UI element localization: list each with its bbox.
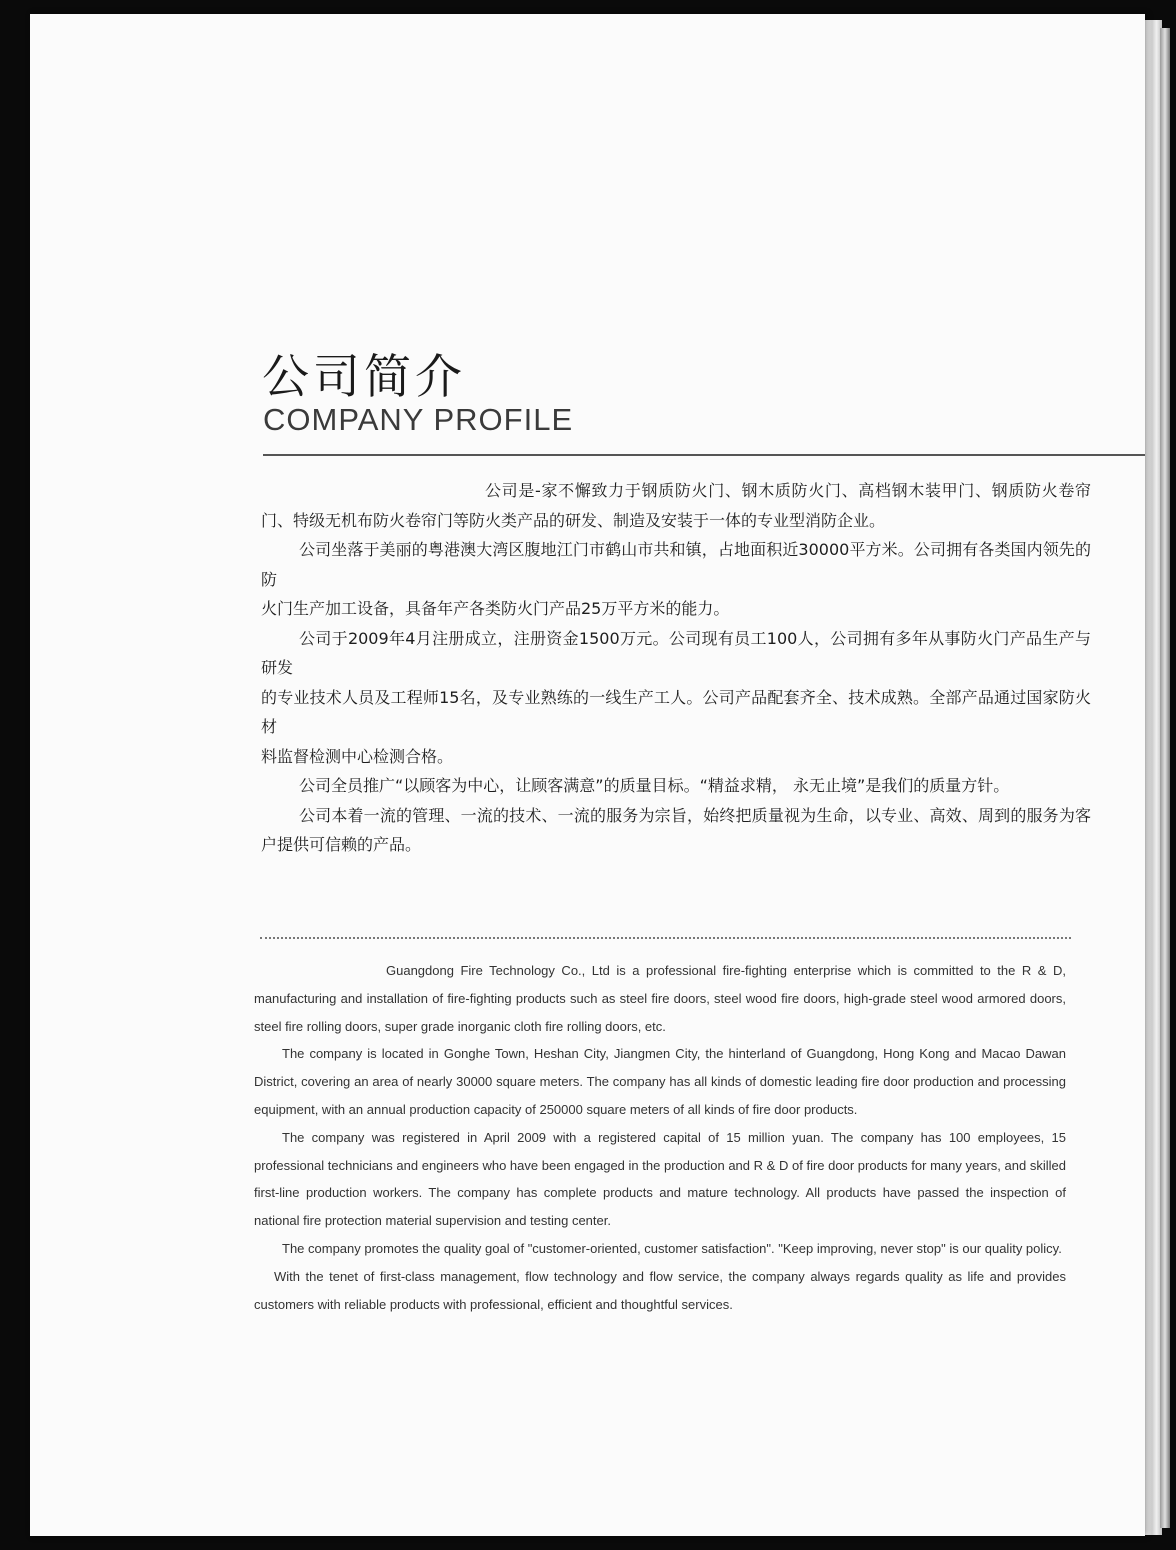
cn-paragraph: 公司全员推广“以顾客为中心，让顾客满意”的质量目标。“精益求精， 永无止境”是我们的质量方针。 — [299, 776, 1010, 795]
chinese-profile-text — [261, 476, 1091, 860]
page-title-chinese: 公司简介 — [262, 350, 466, 405]
cn-paragraph: 公司坐落于美丽的粤港澳大湾区腹地江门市鹤山市共和镇，占地面积近30000平方米。公司拥有各类国内领先的防 — [261, 540, 1091, 589]
section-divider-dotted — [260, 937, 1071, 939]
en-paragraph: The company was registered in April 2009 with a registered capital of 15 million yuan. The company has 100 employees, 15 professional technicians and engineers who have been engaged in the production and R & D of fire door products for many years, and skilled first-line production workers. The company has complete products and mature technology. All products have passed the inspection of national fire protection material supervision and testing center. — [254, 1129, 1066, 1229]
en-paragraph: Guangdong Fire Technology Co., Ltd is a professional fire-fighting enterprise which is committed to the R & D, manufacturing and installation of fire-fighting products such as steel fire doors, steel wood fire doors, high-grade steel wood armored doors, steel fire rolling doors, super grade inorganic cloth fire rolling doors, etc. — [254, 963, 1066, 1034]
page-title-english: COMPANY PROFILE — [263, 402, 574, 437]
cn-paragraph: 公司本着一流的管理、一流的技术、一流的服务为宗旨，始终把质量视为生命，以专业、高效、周到的服务为客户提供可信赖的产品。 — [261, 805, 1091, 854]
cn-paragraph: 火门生产加工设备，具备年产各类防火门产品25万平方米的能力。 — [261, 599, 730, 618]
cn-paragraph: 公司是-家不懈致力于钢质防火门、钢木质防火门、高档钢木装甲门、钢质防火卷帘门、特级无机布防火卷帘门等防火类产品的研发、制造及安装于一体的专业型消防企业。 — [261, 481, 1091, 530]
en-paragraph: The company is located in Gonghe Town, Heshan City, Jiangmen City, the hinterland of Guangdong, Hong Kong and Macao Dawan District, covering an area of nearly 30000 square meters. The company has all kinds of domestic leading fire door production and processing equipment, with an annual production capacity of 250000 square meters of all kinds of fire door products. — [254, 1046, 1066, 1117]
en-paragraph: The company promotes the quality goal of "customer-oriented, customer satisfaction". "Keep improving, never stop" is our quality policy. — [282, 1240, 1062, 1256]
cn-paragraph: 公司于2009年4月注册成立，注册资金1500万元。公司现有员工100人，公司拥有多年从事防火门产品生产与研发 — [261, 628, 1091, 677]
en-paragraph: With the tenet of first-class management, flow technology and flow service, the company always regards quality as life and provides customers with reliable products with professional, efficient and thoughtful services. — [254, 1268, 1066, 1312]
cn-paragraph: 的专业技术人员及工程师15名，及专业熟练的一线生产工人。公司产品配套齐全、技术成熟。全部产品通过国家防火材 — [261, 687, 1091, 736]
brochure-page — [30, 14, 1145, 1536]
cn-paragraph: 料监督检测中心检测合格。 — [261, 746, 454, 766]
page-stack-edge-outer — [1160, 28, 1170, 1528]
title-divider — [263, 454, 1145, 456]
english-profile-text — [254, 957, 1066, 1318]
